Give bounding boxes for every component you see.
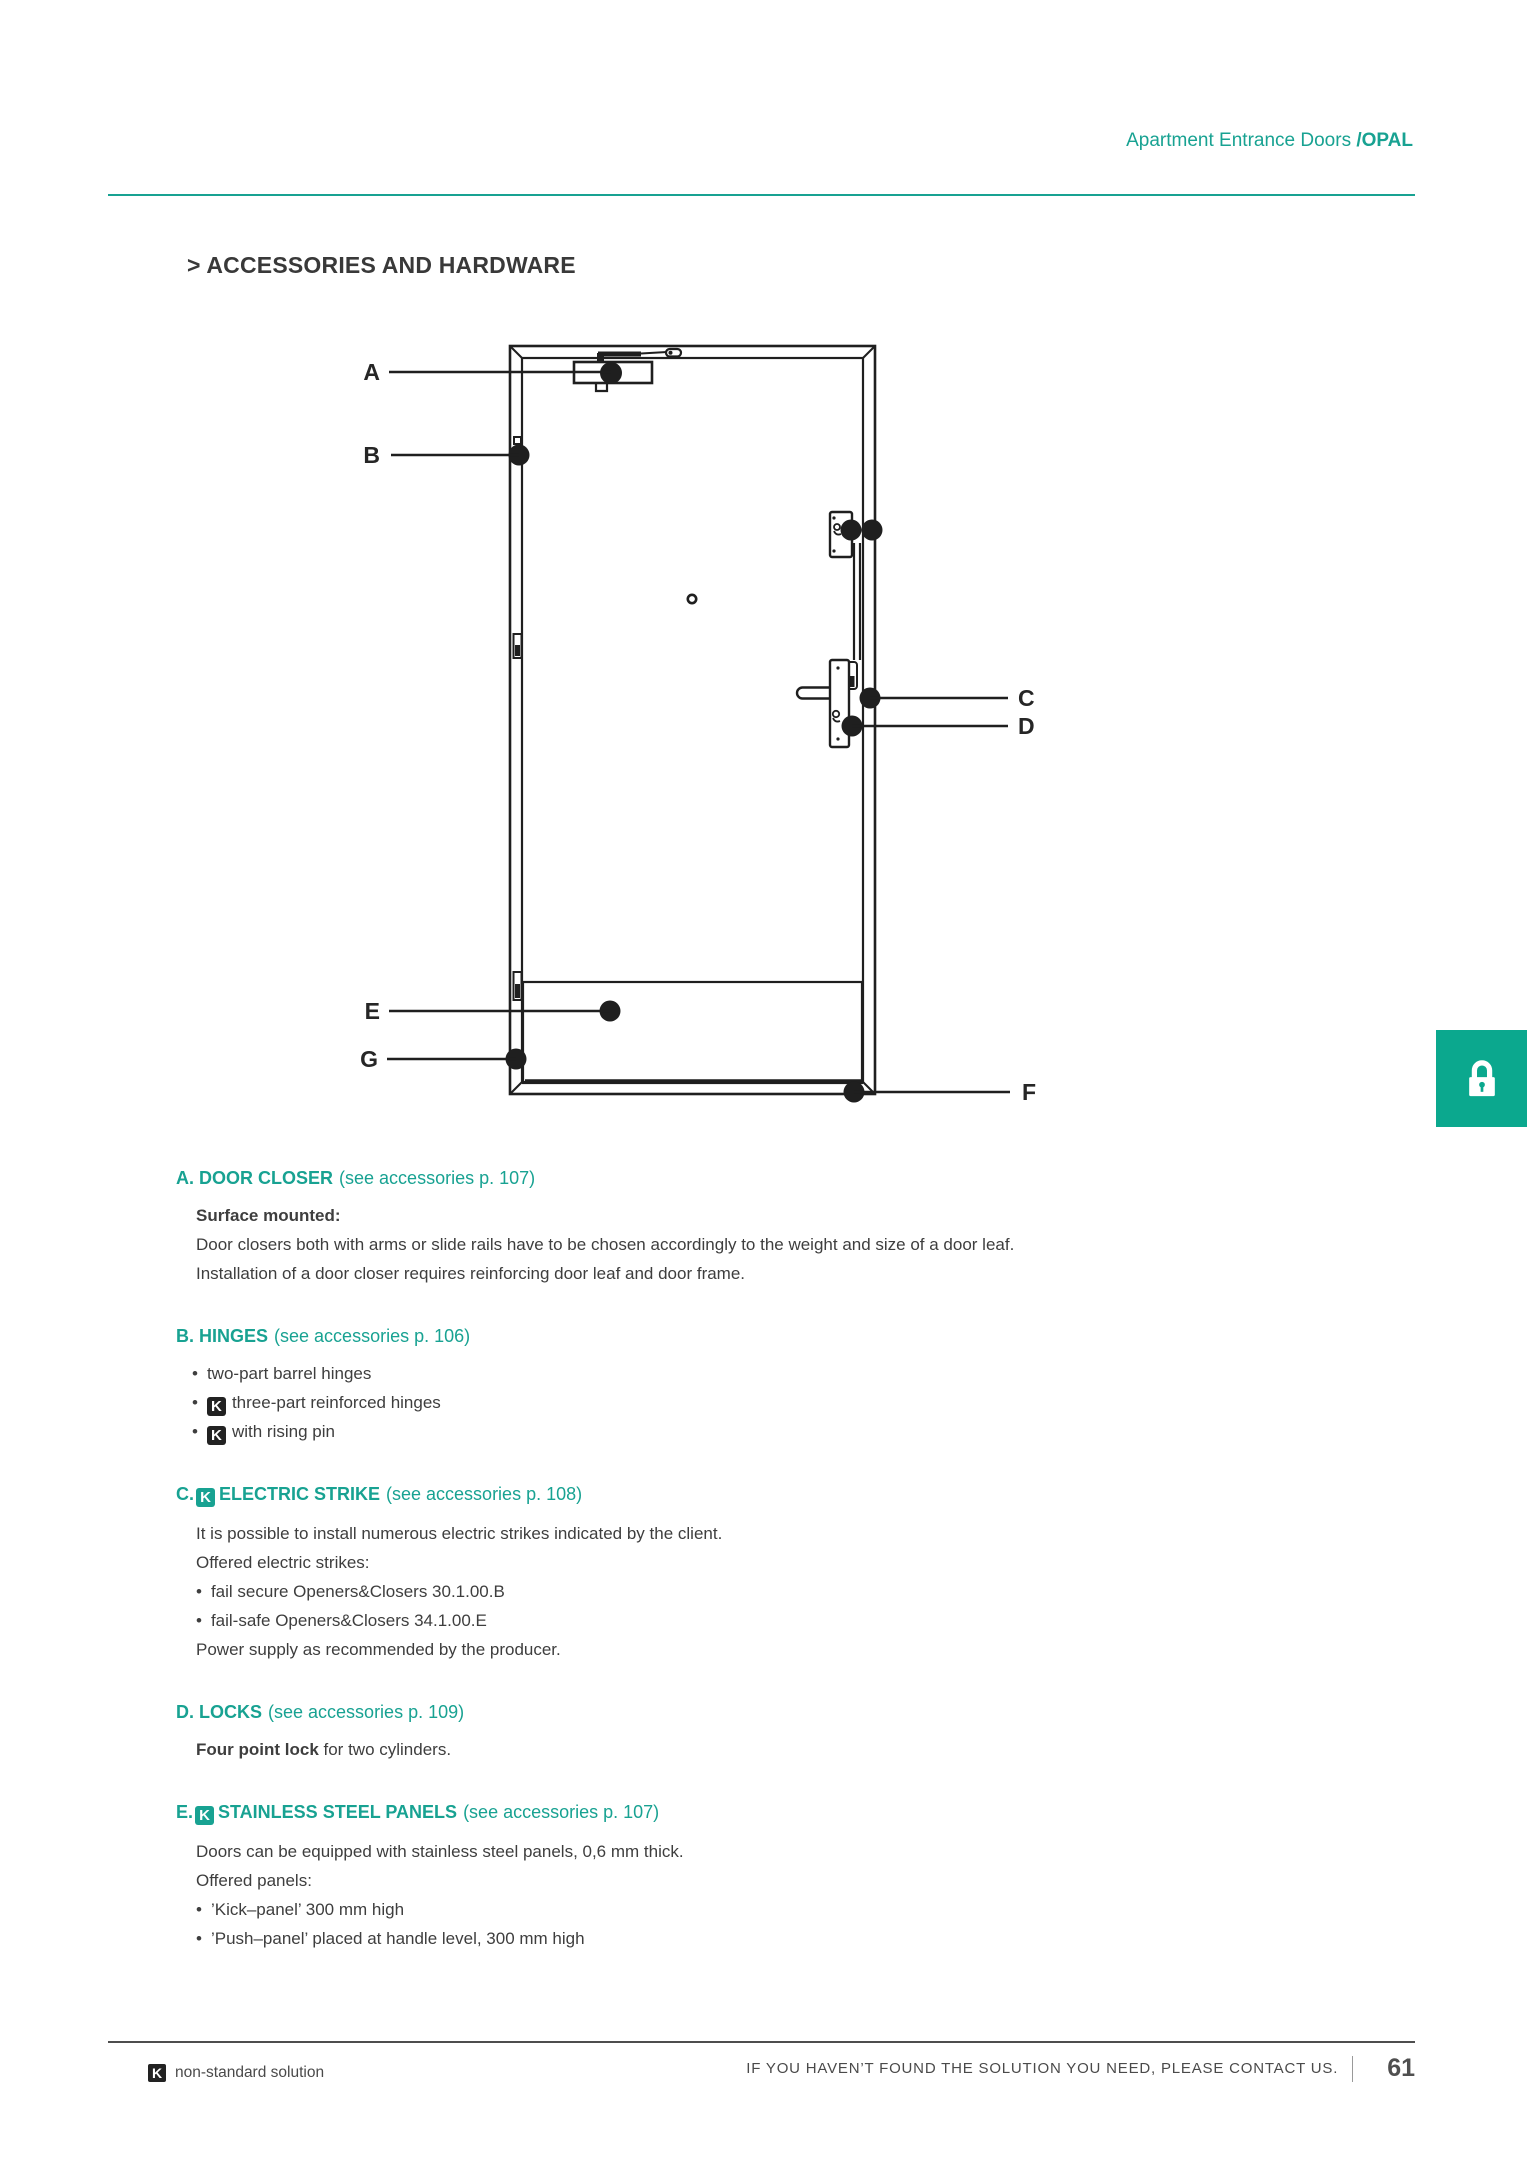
footer-rule: [108, 2041, 1415, 2043]
lead-text: Surface mounted:: [196, 1206, 341, 1225]
paragraph: It is possible to install numerous electric strikes indicated by the client.: [196, 1524, 723, 1543]
list-item: [192, 1417, 1386, 1446]
list-item: [196, 1606, 1386, 1635]
diagram-label-b: B: [363, 442, 380, 468]
section-heading: [176, 1325, 1386, 1347]
list-item: [192, 1388, 1386, 1417]
k-icon: K: [207, 1397, 226, 1416]
section-note: (see accessories p. 108): [386, 1484, 583, 1504]
k-icon: K: [207, 1426, 226, 1445]
section-title: DOOR CLOSER: [199, 1168, 334, 1188]
section-stainless-panels: [176, 1801, 1386, 1953]
list-item: [192, 1359, 1386, 1388]
section-heading: [176, 1801, 1386, 1825]
paragraph: Offered electric strikes:: [196, 1553, 370, 1572]
hinge-bottom: [514, 972, 522, 1000]
section-letter: A.: [176, 1168, 194, 1188]
section-hinges: [176, 1325, 1386, 1446]
footer-legend: [148, 2064, 324, 2082]
door-diagram: [330, 330, 1050, 1120]
diagram-label-f: F: [1022, 1079, 1037, 1105]
bullet-text: ’Kick–panel’ 300 mm high: [210, 1900, 405, 1919]
hinge-top: [514, 437, 521, 444]
kick-panel: [523, 982, 862, 1083]
padlock-icon: [1463, 1058, 1501, 1100]
peephole: [688, 595, 696, 603]
section-locks: [176, 1701, 1386, 1764]
diagram-label-a: A: [363, 359, 380, 385]
page-header: [108, 130, 1413, 152]
bullet-text: ’Push–panel’ placed at handle level, 300 mm high: [210, 1929, 585, 1948]
section-door-closer: [176, 1167, 1386, 1288]
paragraph: Doors can be equipped with stainless steel panels, 0,6 mm thick.: [196, 1842, 684, 1861]
k-icon: K: [195, 1806, 214, 1825]
marker-dot-strike-left: [841, 520, 862, 541]
paragraph: Door closers both with arms or slide rails have to be chosen accordingly to the weight and size of a door leaf.: [196, 1235, 1015, 1254]
header-rule: [108, 194, 1415, 196]
section-note: (see accessories p. 107): [339, 1168, 536, 1188]
hinge-middle: [514, 634, 522, 658]
marker-dot-strike-right: [862, 520, 883, 541]
content-column: [176, 1155, 1386, 1953]
section-title: HINGES: [199, 1326, 269, 1346]
diagram-label-c: C: [1018, 685, 1035, 711]
k-icon: K: [196, 1488, 215, 1507]
page-number: 61: [1387, 2054, 1415, 2082]
section-title: LOCKS: [199, 1702, 263, 1722]
page-title: > ACCESSORIES AND HARDWARE: [187, 252, 576, 278]
list-item: [196, 1895, 1386, 1924]
breadcrumb: Apartment Entrance Doors: [1126, 130, 1357, 151]
lead-text: Four point lock: [196, 1740, 319, 1759]
legend-label: non-standard solution: [175, 2064, 325, 2081]
section-note: (see accessories p. 106): [274, 1326, 471, 1346]
diagram-label-e: E: [364, 998, 380, 1024]
paragraph: Installation of a door closer requires reinforcing door leaf and door frame.: [196, 1264, 746, 1283]
security-section-tab: [1436, 1030, 1527, 1127]
paragraph: [196, 1735, 1386, 1764]
section-letter: B.: [176, 1326, 194, 1346]
section-heading: [176, 1701, 1386, 1723]
bullet-text: fail secure Openers&Closers 30.1.00.B: [210, 1582, 505, 1601]
bullet-text: with rising pin: [231, 1422, 335, 1441]
diagram-label-d: D: [1018, 713, 1035, 739]
bullet-text: fail-safe Openers&Closers 34.1.00.E: [210, 1611, 487, 1630]
paragraph: Offered panels:: [196, 1871, 312, 1890]
list-item: [196, 1924, 1386, 1953]
section-letter: C.: [176, 1484, 194, 1504]
footer-divider: [1352, 2056, 1353, 2082]
product-name: /OPAL: [1356, 130, 1413, 151]
diagram-label-g: G: [360, 1046, 378, 1072]
door-closer: [574, 349, 681, 391]
lock-rod: [854, 543, 860, 660]
section-note: (see accessories p. 109): [268, 1702, 465, 1722]
section-heading: [176, 1483, 1386, 1507]
footer-contact: [600, 2054, 1415, 2083]
section-letter: E.: [176, 1802, 194, 1822]
lead-rest: for two cylinders.: [318, 1740, 452, 1759]
bullet-text: two-part barrel hinges: [206, 1364, 372, 1383]
section-heading: [176, 1167, 1386, 1189]
section-note: (see accessories p. 107): [463, 1802, 660, 1822]
contact-text: IF YOU HAVEN’T FOUND THE SOLUTION YOU NEED, PLEASE CONTACT US.: [746, 2060, 1339, 2077]
section-title: ELECTRIC STRIKE: [219, 1484, 381, 1504]
k-icon: K: [148, 2064, 166, 2082]
section-electric-strike: [176, 1483, 1386, 1664]
section-title: STAINLESS STEEL PANELS: [218, 1802, 458, 1822]
section-letter: D.: [176, 1702, 194, 1722]
paragraph: Power supply as recommended by the producer.: [196, 1640, 561, 1659]
bullet-text: three-part reinforced hinges: [231, 1393, 441, 1412]
lock-plate: [797, 660, 849, 747]
list-item: [196, 1577, 1386, 1606]
